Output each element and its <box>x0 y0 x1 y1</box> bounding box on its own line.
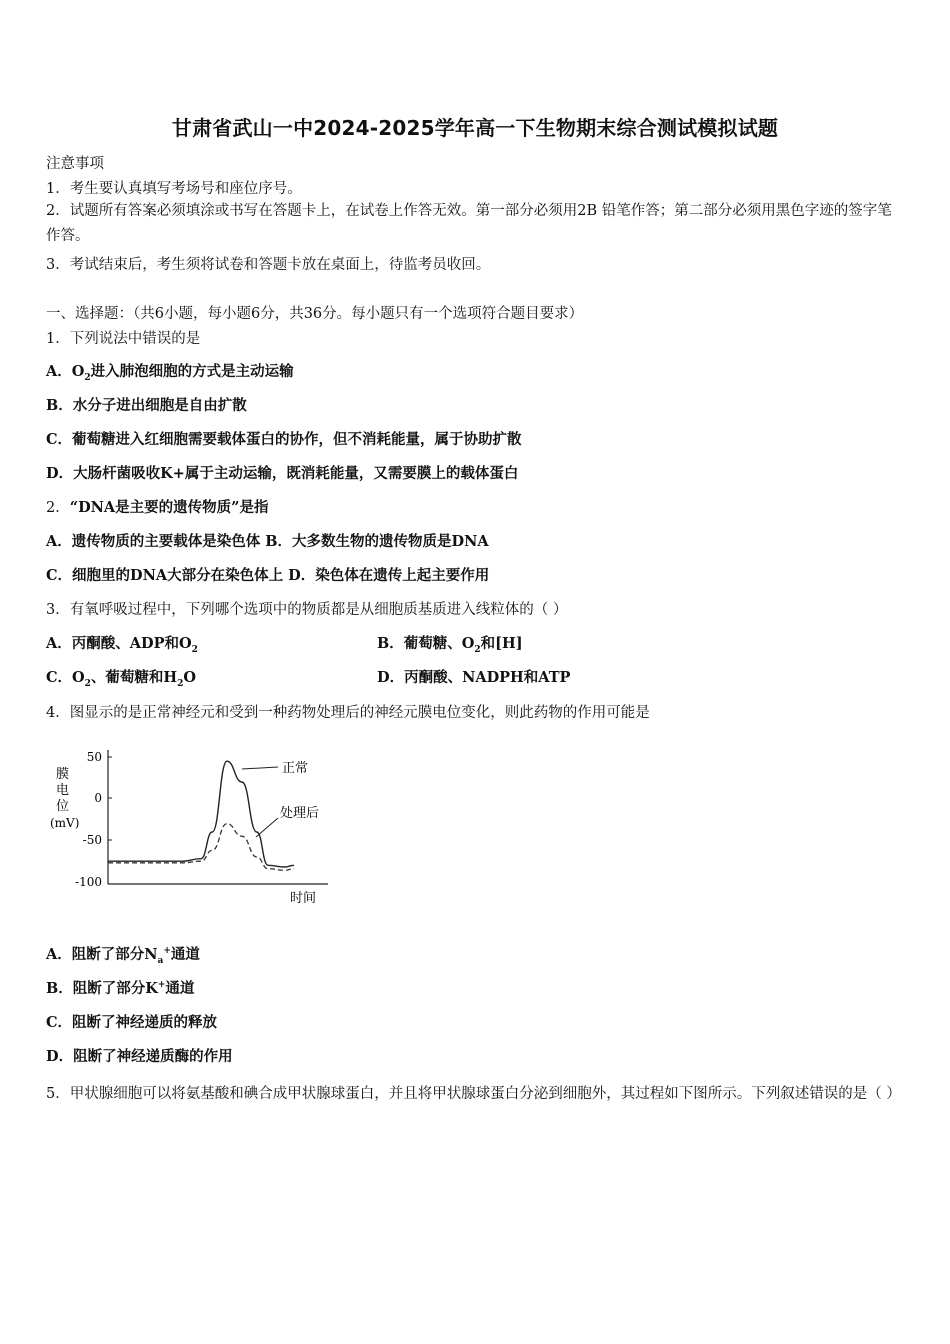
question-1-option-a: A．$O_2$进入肺泡细胞的方式是主动运输 <box>46 363 294 383</box>
question-3-option-a: A．丙酮酸、ADP和$O_2$ <box>46 635 198 655</box>
question-3-option-c: C．$O_2$、葡萄糖和$H_2O$ <box>46 669 197 689</box>
question-4-option-a: A．阻断了部分$N_a^+$通道 <box>46 946 200 966</box>
question-2-stem: 2．“DNA是主要的遗传物质”是指 <box>46 499 269 516</box>
question-4-option-b: B．阻断了部分K+通道 <box>46 980 195 997</box>
y-tick-minus-50: -50 <box>82 833 102 847</box>
y-axis-label-line-3: 位 <box>56 799 70 814</box>
y-tick-50: 50 <box>86 750 102 764</box>
question-4-option-c: C．阻断了神经递质的释放 <box>46 1014 218 1031</box>
page-title: 甘肃省武山一中2024-2025学年高一下生物期末综合测试模拟试题 <box>171 116 779 140</box>
y-tick-minus-100: -100 <box>75 875 102 889</box>
question-5-stem: 5．甲状腺细胞可以将氨基酸和碘合成甲状腺球蛋白，并且将甲状腺球蛋白分泌到细胞外，其过程如下图所示。下列叙述错误的是（ ） <box>46 1086 901 1102</box>
y-axis-label-line-2: 电 <box>56 783 70 798</box>
question-2-options-cd: C．细胞里的DNA大部分在染色体上 D．染色体在遗传上起主要作用 <box>46 567 490 584</box>
y-tick-0: 0 <box>94 791 102 805</box>
question-3-option-d: D．丙酮酸、NADPH和ATP <box>377 669 571 686</box>
notice-item-3: 3．考试结束后，考生须将试卷和答题卡放在桌面上，待监考员收回。 <box>46 257 491 273</box>
question-4-option-d: D．阻断了神经递质酶的作用 <box>46 1048 233 1065</box>
leader-normal <box>242 767 278 769</box>
question-1-option-d: D．大肠杆菌吸收K+属于主动运输，既消耗能量，又需要膜上的载体蛋白 <box>46 465 519 482</box>
label-normal: 正常 <box>282 761 309 776</box>
membrane-potential-chart <box>46 738 346 908</box>
y-axis-label-line-4: (mV) <box>50 816 80 830</box>
label-treated: 处理后 <box>280 806 320 821</box>
question-1-option-b: B．水分子进出细胞是自由扩散 <box>46 397 247 414</box>
question-4-stem: 4．图显示的是正常神经元和受到一种药物处理后的神经元膜电位变化，则此药物的作用可能是 <box>46 705 650 721</box>
question-2-options-ab: A．遗传物质的主要载体是染色体 B．大多数生物的遗传物质是DNA <box>46 533 489 550</box>
notice-item-1: 1．考生要认真填写考场号和座位序号。 <box>46 181 302 197</box>
series-normal-line <box>108 761 294 867</box>
notice-heading: 注意事项 <box>46 156 104 172</box>
leader-treated <box>256 818 278 837</box>
notice-item-2: 2．试题所有答案必须填涂或书写在答题卡上，在试卷上作答无效。第一部分必须用2B 铅笔作答；第二部分必须用黑色字迹的签字笔作答。 <box>46 203 892 244</box>
question-3-option-b: B．葡萄糖、$O_2$和[H] <box>377 635 523 655</box>
y-axis-label-line-1: 膜 <box>56 767 70 782</box>
question-3-stem: 3．有氧呼吸过程中，下列哪个选项中的物质都是从细胞质基质进入线粒体的（ ） <box>46 602 568 618</box>
y-axis-label <box>50 767 79 830</box>
section-heading: 一、选择题：（共6小题，每小题6分，共36分。每小题只有一个选项符合题目要求） <box>46 306 584 322</box>
x-axis-label: 时间 <box>290 891 317 906</box>
question-1-option-c: C．葡萄糖进入红细胞需要载体蛋白的协作，但不消耗能量，属于协助扩散 <box>46 431 522 448</box>
question-1-stem: 1．下列说法中错误的是 <box>46 331 201 347</box>
